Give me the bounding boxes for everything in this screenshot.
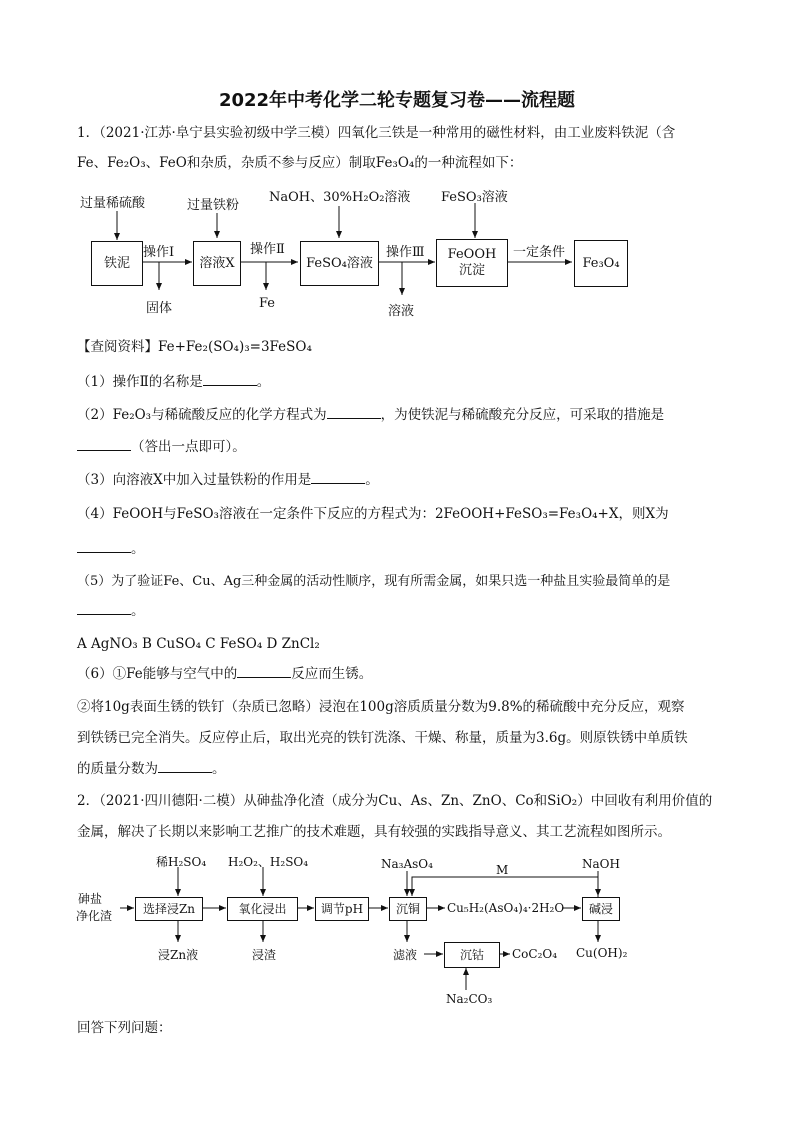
q1-sub3-end: 。: [365, 472, 379, 488]
q2-input-na2co3: Na₂CO₃: [446, 992, 493, 1006]
q2-intermediate-cu-arsenate: Cu₅H₂(AsO₄)₄·2H₂O: [447, 901, 565, 915]
q2-intro-line1: 2．（2021·四川德阳·二模）从砷盐净化渣（成分为Cu、As、Zn、ZnO、Co和SiO₂）中回收有利用价值的: [77, 793, 713, 809]
q2-output-leach-residue: 浸渣: [252, 948, 277, 962]
q2-box-precipitate-co: 沉钴: [444, 942, 500, 968]
q2-intro-line2: 金属，解决了长期以来影响工艺推广的技术难题，具有较强的实践指导意义、其工艺流程如图所示。: [77, 824, 671, 840]
q2-output-zn-leachate: 浸Zn液: [158, 948, 199, 962]
q1-sub6-2-end: 。: [212, 761, 226, 777]
q1-box-fe3o4: Fe₃O₄: [574, 240, 628, 287]
q2-input-dilute-h2so4: 稀H₂SO₄: [156, 855, 207, 869]
q1-op2-label: 操作Ⅱ: [250, 242, 285, 257]
q2-box-select-leach-zn: 选择浸Zn: [135, 897, 203, 921]
q1-sub6-2-text: 的质量分数为: [77, 761, 158, 777]
q2-output-cu-oh-2: Cu(OH)₂: [576, 946, 628, 960]
q2-input-na3aso4: Na₃AsO₄: [381, 857, 433, 871]
q1-sub6-2-line1: ②将10g表面生锈的铁钉（杂质已忽略）浸泡在100g溶质质量分数为9.8%的稀硫酸中充分反应，观察: [77, 699, 685, 715]
q1-output-fe: Fe: [259, 296, 276, 311]
q2-loop-m: M: [496, 863, 509, 877]
q1-op3-label: 操作Ⅲ: [386, 245, 425, 260]
q1-sub1-end: 。: [256, 374, 271, 390]
q2-box-precipitate-cu: 沉铜: [389, 897, 427, 921]
q2-start-line1: 砷盐: [78, 892, 103, 906]
q1-intro-line2: Fe、Fe₂O₃、FeO和杂质，杂质不参与反应）制取Fe₃O₄的一种流程如下：: [77, 155, 523, 171]
q1-box-solution-x: 溶液X: [193, 241, 241, 286]
q1-sub2-text-b: ，为使铁泥与稀硫酸充分反应，可采取的措施是: [380, 407, 665, 423]
q1-condition-label: 一定条件: [513, 245, 566, 260]
q1-sub2-text-c: （答出一点即可）。: [131, 439, 246, 455]
q2-box-oxidative-leach: 氧化浸出: [227, 897, 298, 921]
q1-options: A AgNO₃ B CuSO₄ C FeSO₄ D ZnCl₂: [77, 636, 320, 652]
q2-output-coc2o4: CoC₂O₄: [512, 947, 558, 961]
q2-answer-prompt: 回答下列问题：: [77, 1020, 172, 1036]
q1-sub3-text: （3）向溶液X中加入过量铁粉的作用是: [77, 472, 312, 488]
q1-sub6-text-a: （6）①Fe能够与空气中的: [77, 666, 238, 682]
q1-reagent-sulfuric-acid: 过量稀硫酸: [80, 196, 146, 211]
q2-start-line2: 净化渣: [76, 909, 113, 923]
q1-sub4: （4）FeOOH与FeSO₃溶液在一定条件下反应的方程式为：2FeOOH+FeSO₃=Fe₃O₄+X，则X为: [77, 506, 669, 522]
q1-sub5: （5）为了验证Fe、Cu、Ag三种金属的活动性顺序，现有所需金属，如果只选一种盐且实验最简单的是: [77, 574, 671, 589]
q1-box-feooh-line2: 沉淀: [458, 263, 485, 278]
q2-box-alkali-leach: 碱浸: [582, 897, 620, 921]
q1-reagent-iron-powder: 过量铁粉: [187, 198, 240, 213]
q1-output-solid: 固体: [146, 301, 173, 316]
q1-sub6-text-b: 反应而生锈。: [291, 666, 373, 682]
q1-box-iron-sludge: 铁泥: [91, 241, 143, 286]
q1-sub4-end: 。: [131, 541, 145, 557]
q1-sub6-2-line2: 到铁锈已完全消失。反应停止后，取出光亮的铁钉洗涤、干燥、称量，质量为3.6g。则原铁锈中单质铁: [77, 730, 688, 746]
q1-output-solution: 溶液: [388, 304, 415, 319]
q1-reagent-feso3: FeSO₃溶液: [441, 190, 508, 205]
q2-output-filtrate: 滤液: [393, 948, 418, 962]
q2-input-naoh: NaOH: [582, 857, 620, 871]
q1-box-feso4-solution: FeSO₄溶液: [300, 241, 379, 286]
q1-intro-line1: 1．（2021·江苏·阜宁县实验初级中学三模）四氧化三铁是一种常用的磁性材料，由工业废料铁泥（含: [77, 125, 676, 141]
page-title: 2022年中考化学二轮专题复习卷——流程题: [218, 90, 576, 111]
q2-box-adjust-ph: 调节pH: [315, 897, 369, 921]
q1-sub1-text: （1）操作Ⅱ的名称是: [77, 374, 203, 390]
q1-sub5-end: 。: [131, 603, 145, 619]
q2-input-h2o2-h2so4: H₂O₂、H₂SO₄: [228, 855, 309, 869]
q1-box-feooh-line1: FeOOH: [447, 247, 497, 262]
q1-op1-label: 操作Ⅰ: [143, 245, 175, 260]
q1-sub2-text-a: （2）Fe₂O₃与稀硫酸反应的化学方程式为: [77, 407, 327, 423]
q1-reagent-naoh-h2o2: NaOH、30%H₂O₂溶液: [269, 190, 411, 205]
q1-reference: 【查阅资料】Fe+Fe₂(SO₄)₃=3FeSO₄: [77, 339, 312, 355]
